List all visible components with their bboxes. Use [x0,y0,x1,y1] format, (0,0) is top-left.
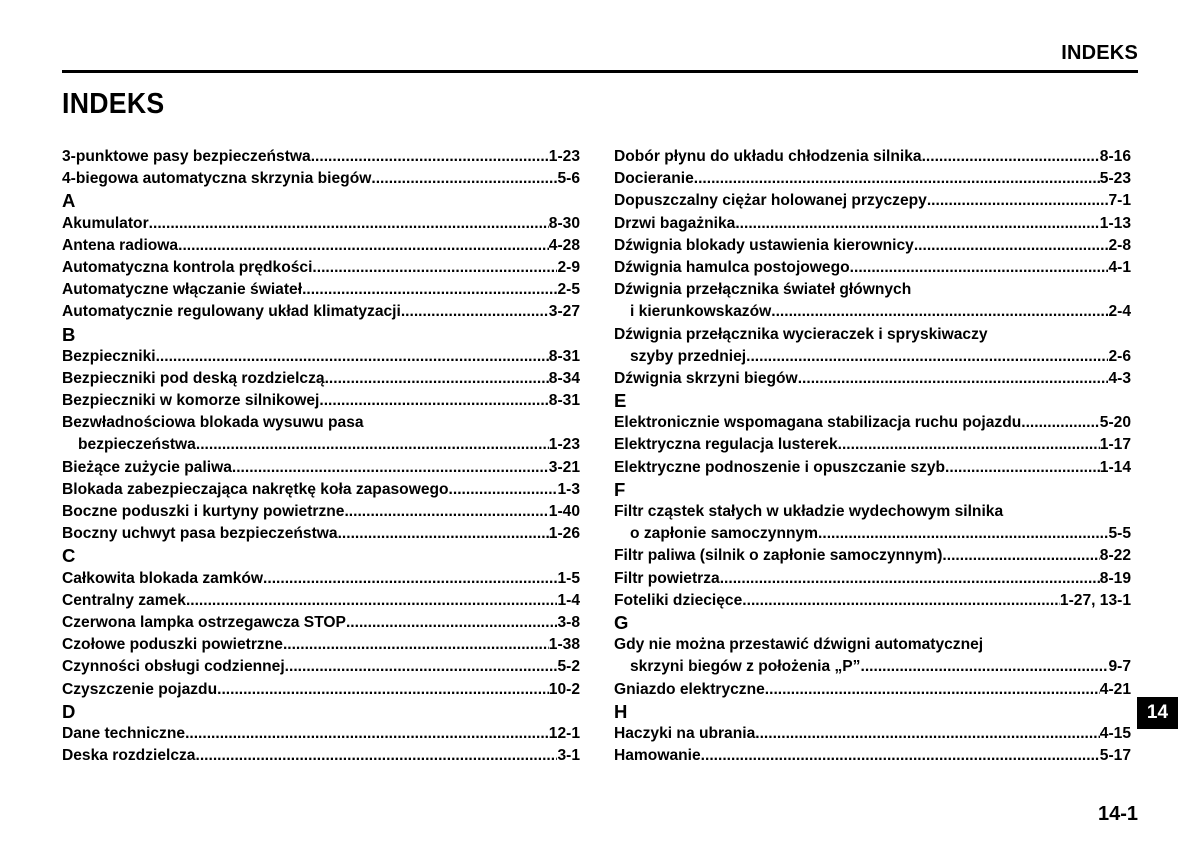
index-entry-label: Foteliki dziecięce [614,591,743,609]
index-entry-page: 5-6 [557,170,580,188]
index-entry-label: 4-biegowa automatyczna skrzynia biegów [62,170,372,188]
dot-leader [371,168,557,190]
index-entry-page: 4-28 [548,236,580,254]
dot-leader [720,568,1100,590]
dot-leader [927,190,1109,212]
dot-leader [746,346,1108,368]
dot-leader [765,679,1100,701]
index-entry [62,568,580,590]
index-entry-page: 1-5 [557,569,580,587]
index-entry-page: 2-8 [1108,236,1131,254]
index-entry [614,568,1131,590]
index-entry [62,279,580,301]
index-entry-label: Hamowanie [614,747,701,765]
dot-leader [838,434,1100,456]
dot-leader [232,457,549,479]
running-header: INDEKS [1061,42,1138,64]
index-entry-page: 2-4 [1108,303,1131,321]
index-entry [614,679,1131,701]
index-entry-label: Antena radiowa [62,236,179,254]
index-entry-label: szyby przedniej [630,347,747,365]
index-entry-label: skrzyni biegów z położenia „P” [630,658,861,676]
index-entry [62,590,580,612]
index-entry [614,745,1131,767]
dot-leader [701,745,1100,767]
index-entry-label: Dane techniczne [62,724,186,742]
index-entry-label: Elektryczna regulacja lusterek [614,436,838,454]
index-entry [62,390,580,412]
index-entry [614,457,1131,479]
index-entry [62,745,580,767]
dot-leader [283,634,549,656]
index-section-letter: E [614,390,627,412]
index-entry-page: 8-19 [1099,569,1131,587]
index-section-letter: G [614,611,629,633]
dot-leader [149,213,549,235]
index-entry-label: Dźwignia hamulca postojowego [614,258,850,276]
index-entry [62,612,580,634]
index-entry-page: 5-23 [1099,170,1131,188]
index-entry-label: Czynności obsługi codziennej [62,658,285,676]
index-entry-page: 8-31 [548,347,580,365]
dot-leader [185,723,549,745]
dot-leader [311,146,549,168]
index-entry-label: bezpieczeństwa [78,436,196,454]
index-entry-page: 1-23 [548,148,580,165]
index-entry [62,656,580,678]
index-entry-page: 9-7 [1108,658,1131,676]
index-entry-label: Akumulator [62,214,149,232]
dot-leader [319,390,548,412]
index-entry-page: 1-3 [557,480,580,498]
dot-leader [1021,412,1100,434]
dot-leader [914,235,1109,257]
index-entry-page: 3-27 [548,303,580,321]
index-entry [62,301,580,323]
index-entry-label: Elektryczne podnoszenie i opuszczanie szyb [614,458,946,476]
index-entry-label: Czyszczenie pojazdu [62,680,218,698]
index-entry [614,235,1131,257]
index-entry-page: 8-22 [1099,547,1131,565]
index-entry-label: Filtr powietrza [614,569,720,587]
dot-leader [263,568,557,590]
index-entry-label: Całkowita blokada zamków [62,569,264,587]
dot-leader [742,590,1060,612]
dot-leader [798,368,1109,390]
index-entry-page: 1-14 [1099,458,1131,476]
dot-leader [850,257,1109,279]
index-section-letter: D [62,700,76,722]
index-entry-label: Centralny zamek [62,591,186,609]
dot-leader [195,745,557,767]
dot-leader [694,168,1100,190]
dot-leader [346,612,557,634]
index-entry-page: 4-1 [1108,258,1131,276]
index-entry-page: 3-1 [557,747,580,765]
index-entry-page: 10-2 [548,680,580,698]
index-entry-label: Boczny uchwyt pasa bezpieczeństwa [62,525,338,543]
index-entry [614,434,1131,456]
dot-leader [945,457,1100,479]
index-entry-label: 3-punktowe pasy bezpieczeństwa [62,148,311,165]
index-entry-page: 12-1 [548,724,580,742]
index-entry-label: Czołowe poduszki powietrzne [62,636,283,654]
index-entry-text: Gdy nie można przestawić dźwigni automatycznej [614,636,984,654]
index-entry-page: 8-34 [548,369,580,387]
index-entry [62,457,580,479]
index-entry-page: 5-17 [1099,747,1131,765]
index-entry-page: 1-13 [1099,214,1131,232]
index-entry-page: 5-5 [1108,525,1131,543]
index-entry [614,301,1131,323]
index-entry [62,346,580,368]
index-entry-page: 1-38 [548,636,580,654]
index-entry-text: Dźwignia przełącznika świateł głównych [614,281,912,299]
index-entry-text: Bezwładnościowa blokada wysuwu pasa [62,414,364,432]
index-entry-page: 2-9 [557,258,580,276]
index-entry [62,235,580,257]
dot-leader [285,656,558,678]
dot-leader [922,146,1100,168]
index-entry-label: Czerwona lampka ostrzegawcza STOP [62,613,346,631]
page-title: INDEKS [62,88,165,120]
index-entry-page: 5-20 [1099,414,1131,432]
page-number: 14-1 [1097,803,1138,825]
index-entry-page: 1-17 [1099,436,1131,454]
dot-leader [178,235,549,257]
index-entry [614,656,1131,678]
index-section-letter: B [62,323,76,345]
index-entry-label: Dźwignia skrzyni biegów [614,369,798,387]
index-entry [62,501,580,523]
index-section-letter: F [614,478,626,500]
index-entry-label: o zapłonie samoczynnym [630,525,819,543]
index-entry-label: Gniazdo elektryczne [614,680,765,698]
chapter-tab: 14 [1137,697,1178,729]
index-entry [614,168,1131,190]
index-entry [62,523,580,545]
index-entry [614,346,1131,368]
index-entry-page: 3-21 [548,458,580,476]
dot-leader [156,346,549,368]
index-entry-label: Haczyki na ubrania [614,724,756,742]
index-entry [62,168,580,190]
index-entry-page: 4-21 [1099,680,1131,698]
index-entry-page: 1-27, 13-1 [1059,591,1131,609]
index-entry-page: 8-16 [1099,148,1131,165]
dot-leader [312,257,557,279]
dot-leader [401,301,549,323]
dot-leader [449,479,558,501]
index-entry-page: 1-26 [548,525,580,543]
index-entry-label: Dźwignia blokady ustawienia kierownicy [614,236,914,254]
dot-leader [344,501,548,523]
dot-leader [338,523,549,545]
index-entry-page: 3-8 [557,613,580,631]
index-entry [614,368,1131,390]
index-entry [614,213,1131,235]
index-entry-label: Bezpieczniki pod deską rozdzielczą [62,369,325,387]
index-entry-label: Filtr paliwa (silnik o zapłonie samoczynnym) [614,547,943,565]
dot-leader [186,590,558,612]
index-entry-page: 8-30 [548,214,580,232]
index-entry-text: Dźwignia przełącznika wycieraczek i spryskiwaczy [614,325,988,343]
index-entry-label: Blokada zabezpieczająca nakrętkę koła zapasowego [62,480,449,498]
index-entry-label: Automatyczne włączanie świateł [62,281,303,299]
index-entry [62,479,580,501]
index-entry [614,190,1131,212]
index-entry-label: Bezpieczniki w komorze silnikowej [62,392,320,410]
index-entry-page: 1-23 [548,436,580,454]
index-entry-label: Docieranie [614,170,694,188]
index-entry-page: 4-3 [1108,369,1131,387]
header-rule [62,70,1138,73]
index-entry-page: 8-31 [548,392,580,410]
index-entry-label: i kierunkowskazów [630,303,772,321]
dot-leader [217,679,549,701]
index-entry [62,679,580,701]
index-entry [62,723,580,745]
dot-leader [860,656,1108,678]
index-entry-page: 4-15 [1099,724,1131,742]
index-entry-page: 2-5 [557,281,580,299]
index-entry [62,634,580,656]
index-entry-label: Dopuszczalny ciężar holowanej przyczepy [614,192,927,210]
dot-leader [818,523,1108,545]
index-entry-page: 1-4 [557,591,580,609]
index-entry [62,213,580,235]
index-entry [62,257,580,279]
index-entry [614,590,1131,612]
index-entry-text: Filtr cząstek stałych w układzie wydechowym silnika [614,503,1004,520]
index-entry-label: Deska rozdzielcza [62,747,196,765]
index-entry-label: Drzwi bagażnika [614,214,736,232]
dot-leader [196,434,549,456]
dot-leader [735,213,1099,235]
dot-leader [302,279,557,301]
index-entry-label: Bezpieczniki [62,347,156,365]
dot-leader [325,368,549,390]
index-entry-label: Elektronicznie wspomagana stabilizacja ruchu pojazdu [614,414,1022,432]
index-entry [62,368,580,390]
index-entry-label: Automatyczna kontrola prędkości [62,258,313,276]
index-entry-label: Dobór płynu do układu chłodzenia silnika [614,148,922,165]
index-entry-page: 7-1 [1108,192,1131,210]
index-section-letter: A [62,190,76,212]
dot-leader [755,723,1100,745]
index-entry-page: 2-6 [1108,347,1131,365]
index-section-letter: C [62,545,76,567]
dot-leader [771,301,1108,323]
index-entry-label: Bieżące zużycie paliwa [62,458,232,476]
index-entry-label: Automatycznie regulowany układ klimatyzacji [62,303,401,321]
index-entry [614,257,1131,279]
index-entry-page: 5-2 [557,658,580,676]
index-entry-page: 1-40 [548,503,580,520]
index-column-right [614,146,1131,767]
dot-leader [942,545,1099,567]
index-section-letter: H [614,700,628,722]
index-entry [614,412,1131,434]
index-entry [614,723,1131,745]
index-entry-label: Boczne poduszki i kurtyny powietrzne [62,503,345,520]
index-entry [62,146,580,168]
index-entry [614,545,1131,567]
index-entry [614,523,1131,545]
index-entry [614,146,1131,168]
index-entry [62,434,580,456]
index-column-left [62,146,580,767]
